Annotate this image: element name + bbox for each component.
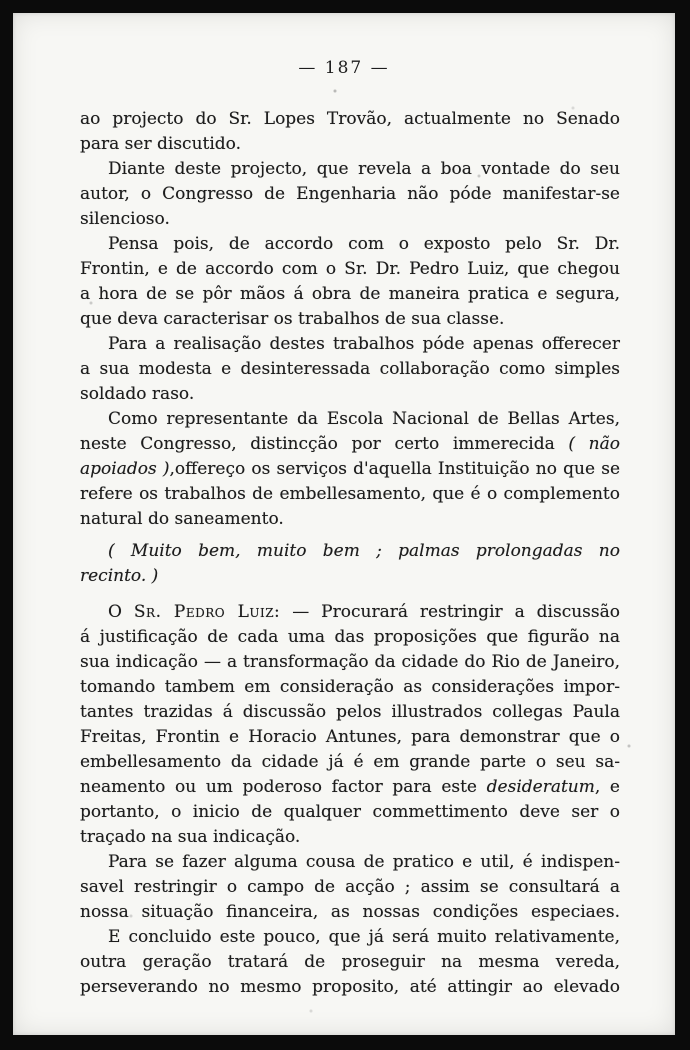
text-run: autor, o Congresso de Engenharia não póde manifestar-se [80,184,620,204]
text-line [80,750,620,775]
text-line [80,282,620,307]
text-run: Para a realisação destes trabalhos póde apenas offerecer [108,334,620,354]
italic-text-run: apoiados ) [80,459,170,479]
text-line [80,539,620,564]
text-run: O [108,602,134,622]
text-run: nossa situação financeira, as nossas condições especiaes. [80,902,620,922]
paragraph [80,232,620,332]
text-run: Pensa pois, de accordo com o exposto pelo Sr. Dr. [108,234,620,254]
smallcaps-text-run: Sr. Pedro Luiz: [133,602,281,622]
text-line [80,850,620,875]
text-run: savel restringir o campo de acção ; assim se consultará a [80,877,620,897]
italic-text-run: ( Muito bem, muito bem ; palmas prolongadas no [108,541,620,561]
text-line [80,307,620,332]
text-line [80,975,620,1000]
text-run: , e [594,777,620,797]
text-line [80,650,620,675]
text-line [80,675,620,700]
paragraph [80,600,620,850]
text-run: Frontin, e de accordo com o Sr. Dr. Pedro Luiz, que chegou [80,259,620,279]
text-run: natural do saneamento. [80,509,284,529]
text-run: Freitas, Frontin e Horacio Antunes, para demonstrar que o [80,727,620,747]
text-line [80,357,620,382]
text-run: tantes trazidas á discussão pelos illustrados collegas Paula [80,702,620,722]
text-run: E concluido este pouco, que já será muito relativamente, [108,927,620,947]
text-line [80,182,620,207]
text-line [80,432,620,457]
text-run: portanto, o inicio de qualquer commettimento deve ser o [80,802,620,822]
text-run: á justificação de cada uma das proposições que figurão na [80,627,620,647]
paragraph [80,407,620,532]
text-line [80,207,620,232]
scanned-page [13,13,675,1035]
text-line [80,950,620,975]
text-run: ,offereço os serviços d'aquella Instituição no que se [169,459,621,479]
text-run: tomando tambem em consideração as considerações impor- [80,677,620,697]
paragraph [80,850,620,925]
text-run: soldado raso. [80,384,195,404]
text-run: traçado na sua indicação. [80,827,301,847]
text-line [80,257,620,282]
text-line [80,825,620,850]
text-run: perseverando no mesmo proposito, até attingir ao elevado [80,977,620,997]
text-run: neamento ou um poderoso factor para este [80,777,487,797]
text-line [80,600,620,625]
text-run: que deva caracterisar os trabalhos de sua classe. [80,309,505,329]
text-line [80,232,620,257]
text-run: refere os trabalhos de embellesamento, que é o complemento [80,484,620,504]
text-line [80,107,620,132]
paragraph [80,332,620,407]
italic-text-run: recinto. ) [80,566,159,586]
text-run: embellesamento da cidade já é em grande parte o seu sa- [80,752,620,772]
text-run: neste Congresso, distincção por certo immerecida [80,434,569,454]
text-line [80,564,620,589]
text-run: a sua modesta e desinteressada collaboração como simples [80,359,620,379]
text-line [80,900,620,925]
paragraph [80,107,620,157]
text-line [80,382,620,407]
text-line [80,457,620,482]
italic-text-run: ( não [568,434,620,454]
text-line [80,332,620,357]
text-line [80,775,620,800]
text-run: Para se fazer alguma cousa de pratico e util, é indispen- [108,852,620,872]
text-line [80,925,620,950]
text-line [80,507,620,532]
text-line [80,625,620,650]
text-run: silencioso. [80,209,170,229]
text-line [80,700,620,725]
text-run: Como representante da Escola Nacional de Bellas Artes, [108,409,620,429]
text-body [80,107,620,1000]
paragraph [80,157,620,232]
text-line [80,800,620,825]
text-run: ao projecto do Sr. Lopes Trovão, actualmente no Senado [80,109,620,129]
italic-text-run: desideratum [486,777,595,797]
text-line [80,157,620,182]
text-run: a hora de se pôr mãos á obra de maneira pratica e segura, [80,284,620,304]
text-run: sua indicação — a transformação da cidade do Rio de Janeiro, [80,652,620,672]
paragraph [80,539,620,589]
text-line [80,132,620,157]
text-line [80,407,620,432]
paragraph [80,925,620,1000]
page-number: — 187 — [298,58,390,78]
text-run: outra geração tratará de proseguir na mesma vereda, [80,952,620,972]
text-line [80,725,620,750]
text-line [80,875,620,900]
text-run: para ser discutido. [80,134,242,154]
text-run: Diante deste projecto, que revela a boa vontade do seu [108,159,620,179]
text-run: — Procurará restringir a discussão [280,602,620,622]
text-line [80,482,620,507]
